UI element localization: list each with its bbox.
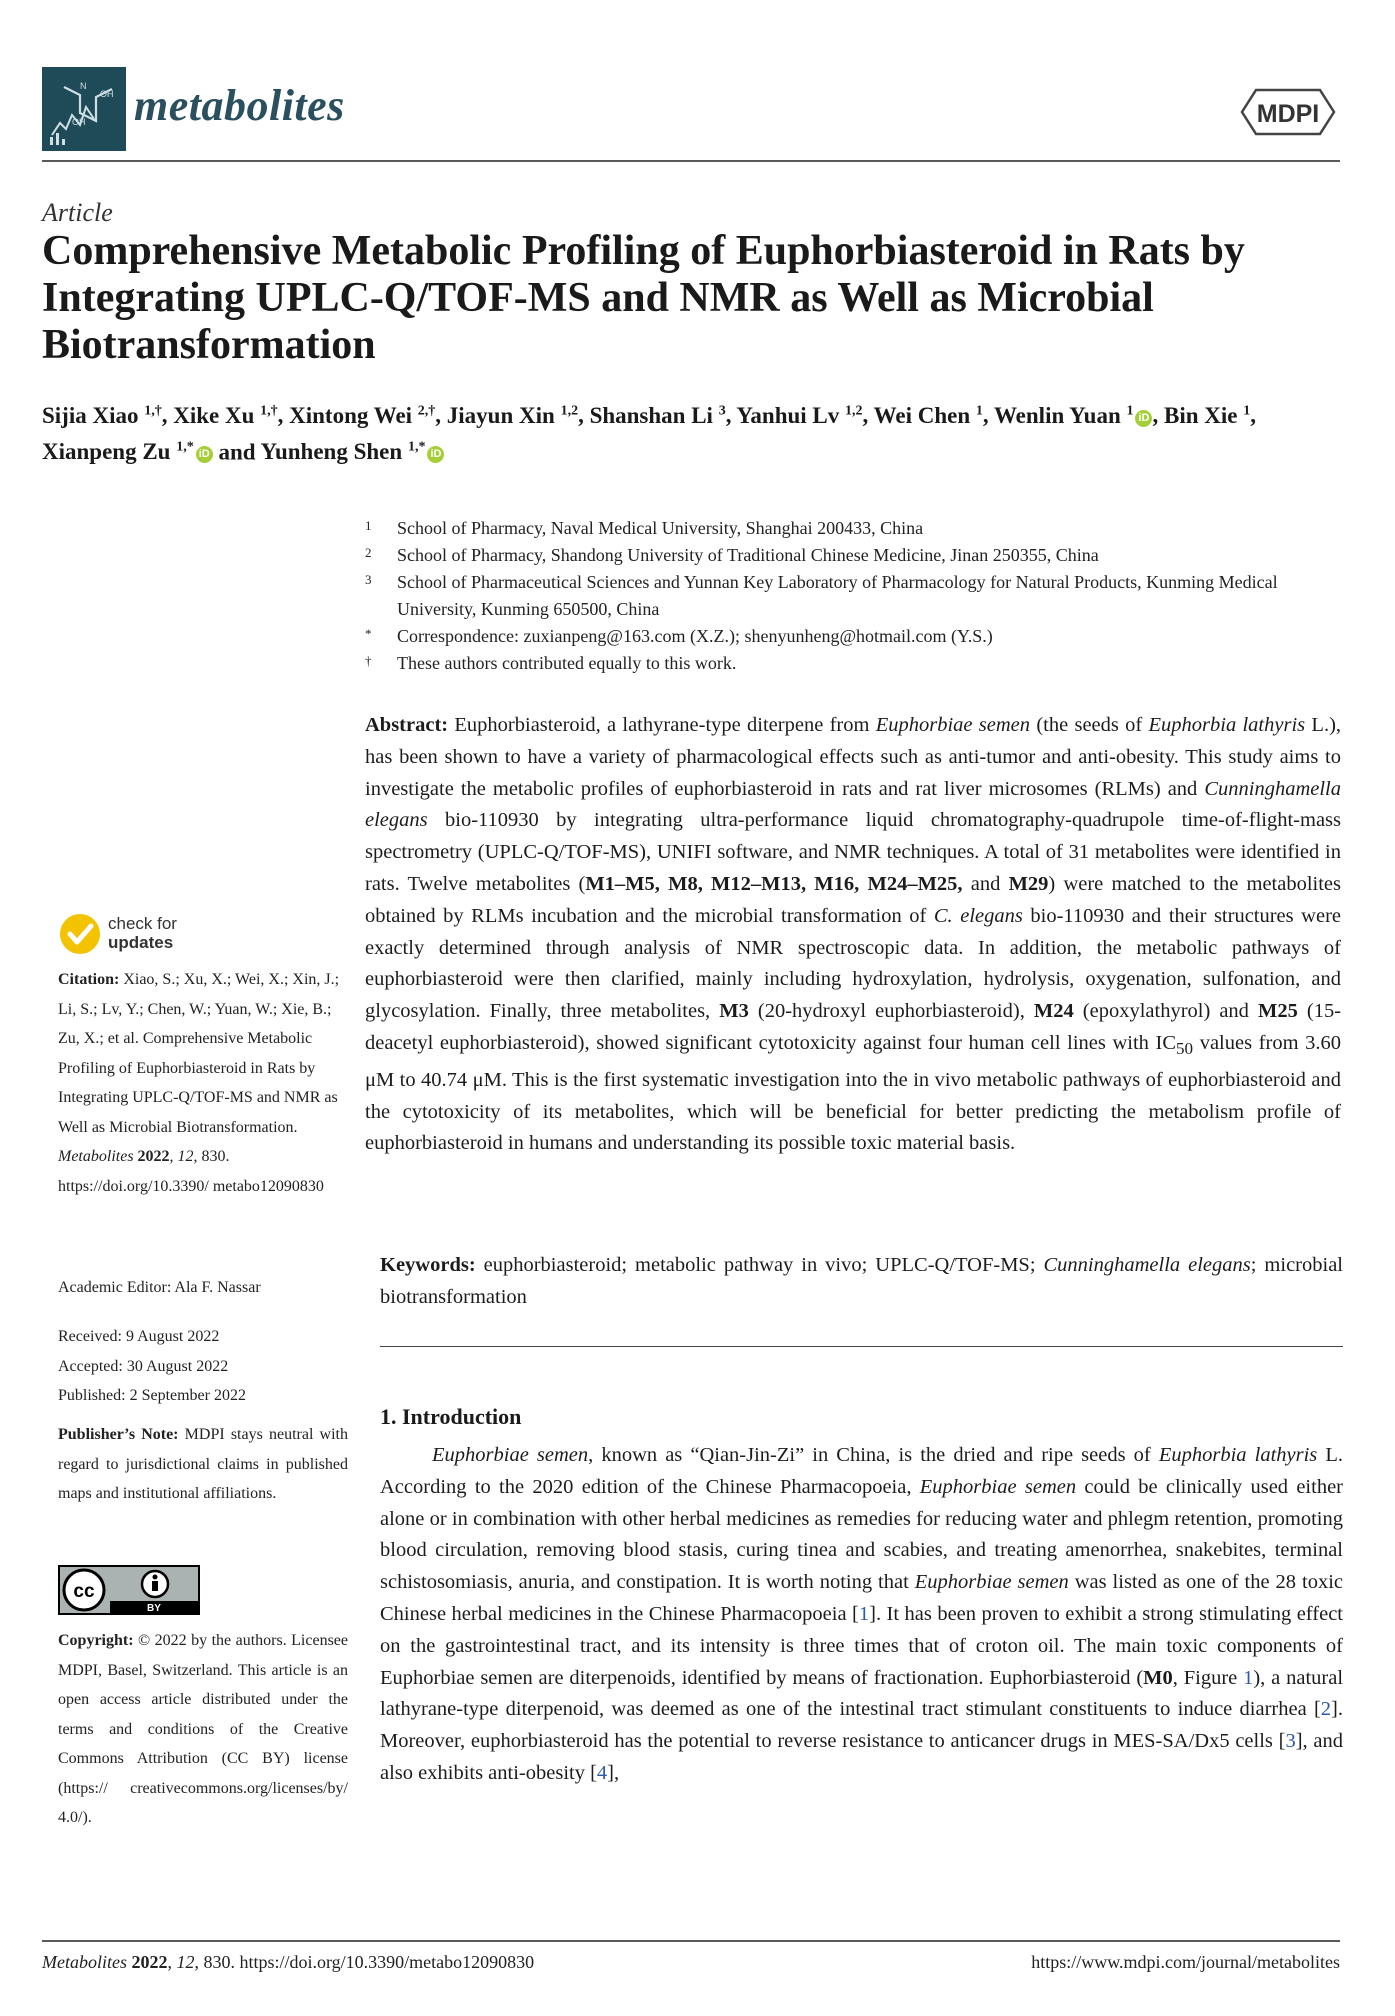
author-joiner: and bbox=[218, 439, 256, 465]
affiliations bbox=[365, 515, 1345, 677]
author: Xianpeng Zu $^{1,*}$ iD bbox=[42, 439, 213, 464]
keywords-label: Keywords: bbox=[380, 1254, 476, 1276]
author: Shanshan Li $^3$ bbox=[589, 402, 726, 428]
author: Bin Xie $^1$ bbox=[1163, 402, 1251, 428]
author: Sijia Xiao $^{1,\dagger}$ bbox=[42, 402, 162, 428]
check-for-label: check for bbox=[108, 914, 177, 933]
introduction-paragraph: Euphorbiae semen, known as “Qian-Jin-Zi” in China, is the dried and ripe seeds of Euphorbia lathyris L. According to the 2020 edition of the Chinese Pharmacopoeia, Euphorbiae semen could be clinically used either alone or in combination with other herbal medicines as remedies for reducing water and phlegm retention, promoting blood circulation, removing blood stasis, curing tinea and scabies, and treating amenorrhea, snakebites, terminal schistosomiasis, anuria, and constipation. It is worth noting that Euphorbiae semen was listed as one of the 28 toxic Chinese herbal medicines in the Chinese Pharmacopoeia [1]. It has been proven to exhibit a strong stimulating effect on the gastrointestinal tract, and its intensity is three times that of croton oil. The main toxic components of Euphorbiae semen are diterpenoids, identified by means of fractionation. Euphorbiasteroid (M0, Figure 1), a natural lathyrane-type diterpenoid, was deemed as one of the intestinal tract stimulant constituents to induce diarrhea [2]. Moreover, euphorbiasteroid has the potential to reverse resistance to anticancer drugs in MES-SA/Dx5 cells [3], and also exhibits anti-obesity [4], bbox=[380, 1444, 1344, 1784]
footer-citation: Metabolites 2022, 12, 830. https://doi.org/10.3390/metabo12090830 bbox=[42, 1952, 535, 1972]
updates-label: updates bbox=[108, 933, 174, 952]
keywords-divider bbox=[380, 1346, 1343, 1347]
footer-journal-url[interactable]: https://www.mdpi.com/journal/metabolites bbox=[1031, 1952, 1340, 1972]
author: Wenlin Yuan $^1$ iD bbox=[994, 403, 1153, 428]
received-date: Received: 9 August 2022 bbox=[58, 1328, 220, 1345]
author: Yanhui Lv $^{1,2}$ bbox=[736, 402, 863, 428]
author: Jiayun Xin $^{1,2}$ bbox=[446, 402, 579, 428]
author: Xike Xu $^{1,\dagger}$ bbox=[173, 402, 278, 428]
author: Xintong Wei $^{2,\dagger}$ bbox=[289, 402, 436, 428]
check-for-updates-icon[interactable] bbox=[58, 912, 102, 956]
logo-label-n: N bbox=[80, 81, 87, 91]
copyright: Copyright: © 2022 by the authors. Licensee MDPI, Basel, Switzerland. This article is an open access article distributed under the terms and conditions of the Creative Commons Attribution (CC BY) license (https:// creativecommons.org/licenses/by/ 4.0/). bbox=[58, 1632, 349, 1826]
section-heading-introduction: 1. Introduction bbox=[380, 1404, 522, 1429]
figure-link[interactable]: 1 bbox=[1243, 1666, 1254, 1689]
molecule-icon bbox=[42, 67, 126, 151]
publisher-note: Publisher’s Note: MDPI stays neutral with regard to jurisdictional claims in published maps and institutional affiliations. bbox=[58, 1426, 349, 1502]
svg-text:cc: cc bbox=[73, 1581, 95, 1602]
reference-link[interactable]: 3 bbox=[1285, 1730, 1296, 1753]
journal-name: metabolites bbox=[134, 81, 345, 130]
reference-link[interactable]: 4 bbox=[596, 1761, 608, 1784]
mdpi-logo bbox=[1236, 84, 1340, 140]
author: Yunheng Shen $^{1,*}$ iD bbox=[260, 439, 444, 464]
affiliation: 2 School of Pharmacy, Shandong University of Traditional Chinese Medicine, Jinan 250355, China bbox=[365, 545, 1099, 565]
logo-label-oh: OH bbox=[100, 89, 114, 99]
cc-by-license-icon[interactable] bbox=[58, 1565, 200, 1615]
affiliation: 1 School of Pharmacy, Naval Medical University, Shanghai 200433, China bbox=[365, 518, 924, 538]
author-list: Sijia Xiao $^{1,\dagger}$, Xike Xu $^{1,\dagger}$, Xintong Wei $^{2,\dagger}$, Jiayun Xin $^{1,2}$, Shanshan Li $^3$, Yanhui Lv $^{1,2}$, Wei Chen $^1$, Wenlin Yuan $^1$ iD , Bin Xie $^1$, Xianpeng Zu $^{1,*}$ iD and Yunheng Shen $^{1,*}$ iD bbox=[42, 402, 1256, 465]
publication-dates bbox=[58, 1322, 348, 1411]
mdpi-logo-text: MDPI bbox=[1256, 100, 1320, 128]
cc-by-label: BY bbox=[147, 1603, 161, 1614]
footer-divider bbox=[42, 1940, 1340, 1942]
correspondence: * Correspondence: zuxianpeng@163.com (X.Z.); shenyunheng@hotmail.com (Y.S.) bbox=[365, 626, 993, 646]
reference-link[interactable]: 2 bbox=[1320, 1698, 1332, 1721]
citation: Citation: Xiao, S.; Xu, X.; Wei, X.; Xin, J.; Li, S.; Lv, Y.; Chen, W.; Yuan, W.; Xie, B.; Zu, X.; et al. Comprehensive Metabolic Profiling of Euphorbiasteroid in Rats by Integrating UPLC-Q/TOF-MS and NMR as Well as Microbial Biotransformation. Metabolites 2022, 12, 830. https://doi.org/10.3390/ metabo12090830 bbox=[58, 971, 340, 1195]
orcid-icon[interactable]: iD bbox=[196, 446, 213, 463]
logo-label-oh-2: OH bbox=[72, 117, 86, 127]
academic-editor: Academic Editor: Ala F. Nassar bbox=[58, 1279, 261, 1296]
affiliation: 3 School of Pharmaceutical Sciences and Yunnan Key Laboratory of Pharmacology for Natural Products, Kunming Medical University, Kunming 650500, China bbox=[365, 572, 1278, 619]
equal-contribution-note: † These authors contributed equally to this work. bbox=[365, 653, 737, 673]
accepted-date: Accepted: 30 August 2022 bbox=[58, 1357, 229, 1375]
orcid-icon[interactable]: iD bbox=[1135, 410, 1152, 427]
journal-logo bbox=[42, 67, 126, 151]
article-type: Article bbox=[42, 198, 113, 227]
keywords: Keywords: euphorbiasteroid; metabolic pathway in vivo; UPLC-Q/TOF-MS; Cunninghamella elegans; microbial biotransformation bbox=[380, 1254, 1343, 1308]
orcid-icon[interactable]: iD bbox=[427, 446, 444, 463]
published-date: Published: 2 September 2022 bbox=[58, 1387, 246, 1404]
author: Wei Chen $^1$ bbox=[873, 402, 983, 428]
article-title: Comprehensive Metabolic Profiling of Euphorbiasteroid in Rats by Integrating UPLC-Q/TOF-MS and NMR as Well as Microbial Biotransformation bbox=[42, 228, 1245, 368]
header-divider bbox=[42, 160, 1340, 162]
reference-link[interactable]: 1 bbox=[858, 1602, 870, 1625]
abstract: Abstract: Euphorbiasteroid, a lathyrane-type diterpene from Euphorbiae semen (the seeds of Euphorbia lathyris L.), has been shown to have a variety of pharmacological effects such as anti-tumor and anti-obesity. This study aims to investigate the metabolic profiles of euphorbiasteroid in rats and rat liver microsomes (RLMs) and Cunninghamella elegans bio-110930 by integrating ultra-performance liquid chromatography-quadrupole time-of-flight-mass spectrometry (UPLC-Q/TOF-MS), UNIFI software, and NMR techniques. A total of 31 metabolites were identified in rats. Twelve metabolites (M1–M5, M8, M12–M13, M16, M24–M25, and M29) were matched to the metabolites obtained by RLMs incubation and the microbial transformation of C. elegans bio-110930 and their structures were exactly determined through analysis of NMR spectroscopic data. In addition, the metabolic pathways of euphorbiasteroid were then clarified, mainly including hydroxylation, hydrolysis, oxygenation, sulfonation, and glycosylation. Finally, three metabolites, M3 (20-hydroxyl euphorbiasteroid), M24 (epoxylathyrol) and M25 (15-deacetyl euphorbiasteroid), showed significant cytotoxicity against four human cell lines with $IC_{50}$ values from 3.60 μM to 40.74 μM. This is the first systematic investigation into the in vivo metabolic pathways of euphorbiasteroid and the cytotoxicity of its metabolites, which will be beneficial for better predicting the metabolism profile of euphorbiasteroid in humans and understanding its possible toxic material basis. bbox=[365, 714, 1342, 1155]
abstract-label: Abstract: bbox=[365, 714, 449, 736]
check-for-updates-button[interactable] bbox=[108, 914, 177, 952]
